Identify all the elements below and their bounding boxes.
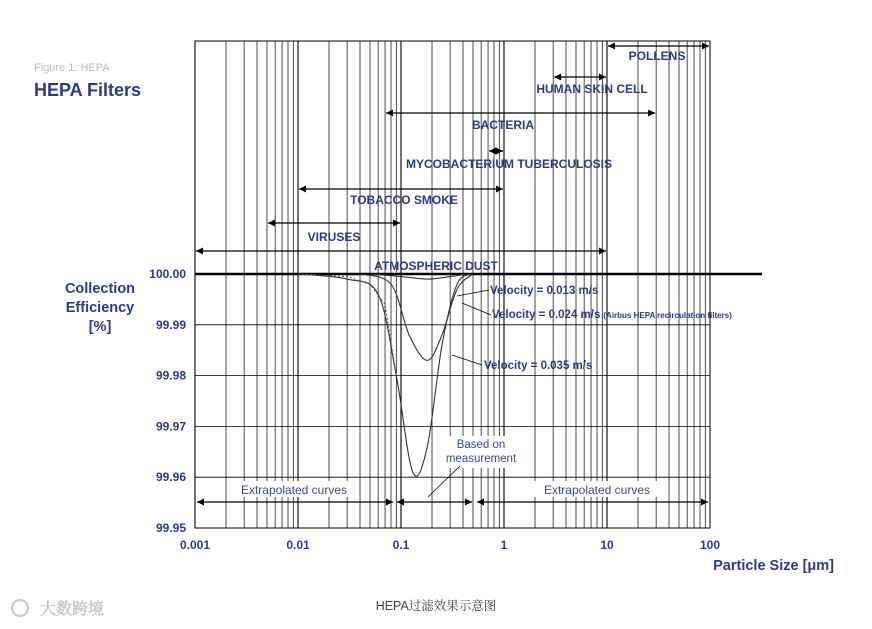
y-tick-label: 99.98 [155,368,186,383]
range-label: VIRUSES [307,230,361,244]
watermark-text: 大数跨境 [40,599,105,618]
y-tick-label: 99.96 [155,470,186,485]
y-tick-label: 100.00 [149,267,186,281]
x-tick-label: 10 [600,538,614,552]
range-label: BACTERIA [472,118,534,132]
x-tick-label: 100 [699,538,721,552]
figure-caption: HEPA过滤效果示意图 [375,599,497,613]
y-axis-title-line1: Collection [64,281,136,297]
region-label-extrapolated-left: Extrapolated curves [240,483,348,497]
series-label-0024-note: (Airbus HEPA recirculation filters) [603,311,732,320]
series-label-0035: Velocity = 0.035 m/s [484,360,593,372]
y-tick-label: 99.95 [155,521,186,535]
range-label: TOBACCO SMOKE [350,193,458,207]
faint-header-text: Figure 1: HEPA [34,62,110,74]
series-label-0013: Velocity = 0.013 m/s [490,285,599,297]
range-label: HUMAN SKIN CELL [536,82,648,96]
measurement-label: Based on measurement [445,439,517,465]
x-tick-label: 1 [500,538,508,552]
page-title: HEPA Filters [34,80,142,100]
range-label: MYCOBACTERIUM TUBERCULOSIS [406,157,612,171]
y-tick-label: 99.99 [155,317,186,332]
y-axis-title-line3: [%] [88,319,112,335]
series-label-0024-main: Velocity = 0.024 m/s [492,309,601,321]
y-axis-title-line2: Efficiency [65,300,135,316]
y-tick-label: 99.97 [155,419,186,434]
x-tick-label: 0.1 [392,538,410,552]
x-axis-title: Particle Size [μm] [713,558,834,574]
range-label: ATMOSPHERIC DUST [374,259,498,273]
region-label-extrapolated-right: Extrapolated curves [543,483,651,497]
range-label: POLLENS [628,49,686,63]
series-label-0024 [492,309,732,321]
x-tick-label: 0.001 [179,538,211,552]
x-tick-label: 0.01 [286,538,310,552]
